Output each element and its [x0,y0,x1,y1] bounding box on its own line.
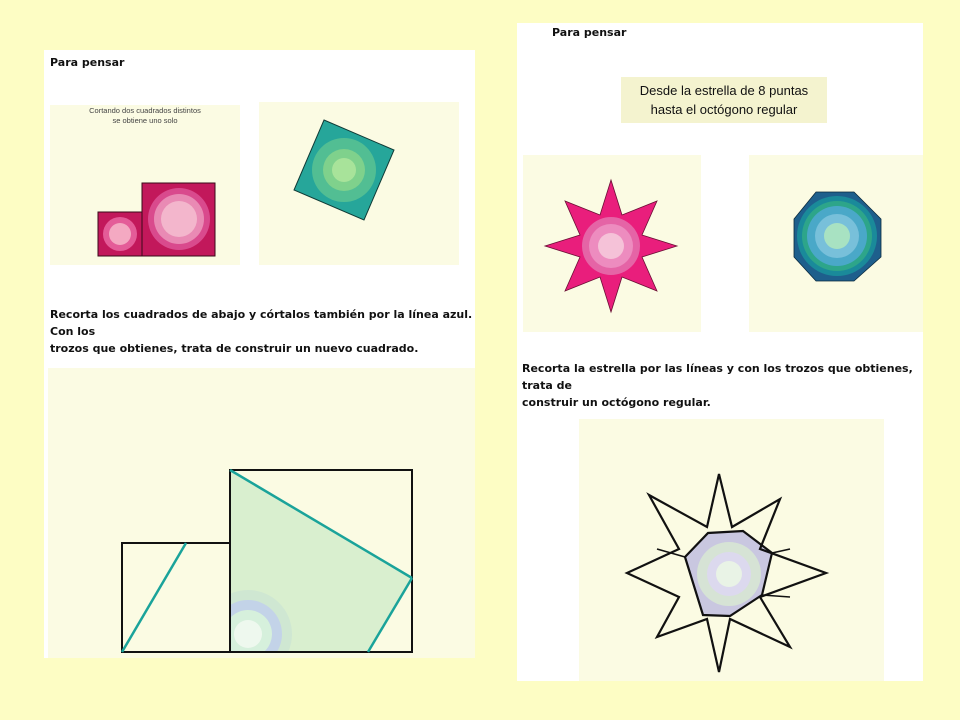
cut-star-panel [579,419,884,681]
heading-line-1: Desde la estrella de 8 puntas [639,83,809,98]
caption-line-1: Cortando dos cuadrados distintos [89,106,201,115]
left-instructions [50,306,474,357]
octagon-panel [749,155,923,332]
star-panel [523,155,701,332]
right-page-title: Para pensar [552,26,627,39]
left-page [44,50,475,658]
star-octagon-heading [621,77,827,123]
cut-squares-panel [48,368,475,658]
caption-line-2: se obtiene uno solo [112,116,178,125]
cut-star-illustration [579,419,884,681]
right-instruction-line-1: Recorta la estrella por las líneas y con los trozos que obtienes, trata de [522,362,913,392]
left-page-title: Para pensar [50,56,125,69]
pink-star-illustration [523,155,701,332]
right-instruction-line-2: construir un octógono regular. [522,396,711,409]
two-squares-panel [50,105,240,265]
cut-squares-illustration [48,368,475,658]
left-instruction-line-2: trozos que obtienes, trata de construir un nuevo cuadrado. [50,342,419,355]
right-page [517,23,923,681]
rotated-square-panel [259,102,459,265]
right-instructions [522,360,922,411]
octagon-illustration [749,155,923,332]
two-squares-illustration [50,105,240,265]
heading-line-2: hasta el octógono regular [650,102,798,117]
left-instruction-line-1: Recorta los cuadrados de abajo y córtalos también por la línea azul. Con los [50,308,473,338]
rotated-square-illustration [259,102,459,265]
